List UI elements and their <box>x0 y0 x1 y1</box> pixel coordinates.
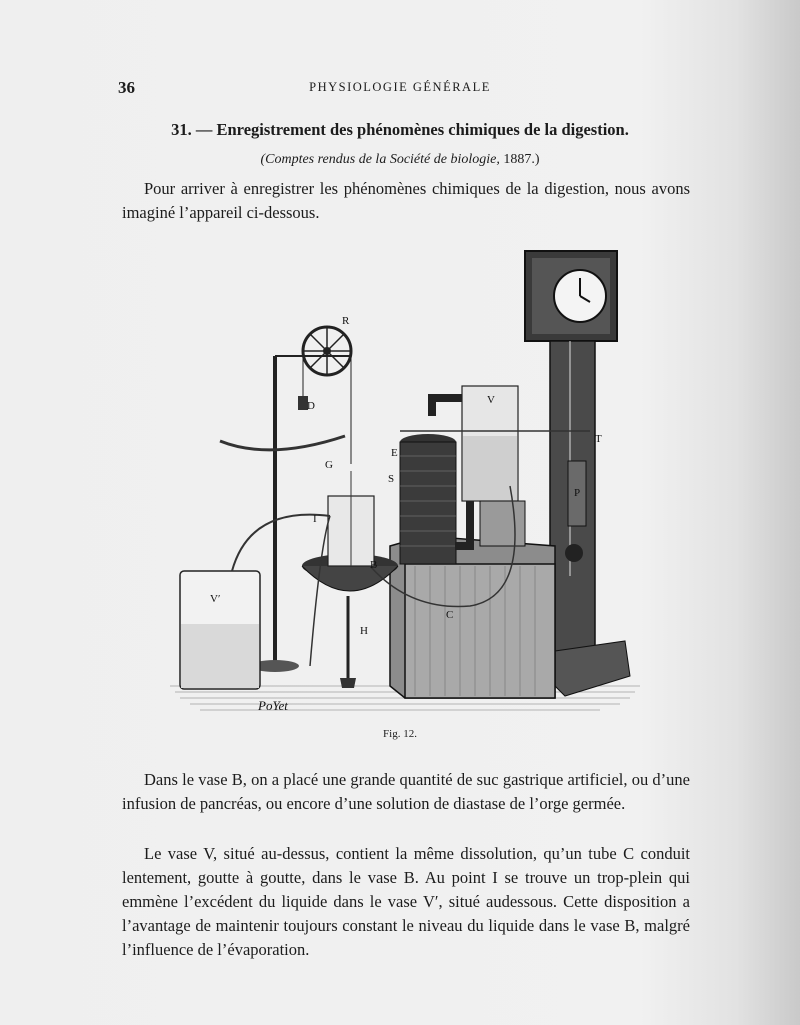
paragraph-vase-v: Le vase V, situé au-dessus, contient la même dissolution, qu’un tube C conduit lentement, goutte à goutte, dans le vase B. Au point I se trouve un trop-plein qui emmène l’excédent du liquide dans le vase V′, situé audessous. Cette disposition a l’avantage de maintenir toujours constant le niveau du liquide dans le vase B, malgré l’influence de l’évaporation. <box>122 844 690 959</box>
label-b: B <box>370 559 378 571</box>
source-citation <box>0 152 800 168</box>
paragraph-intro: Pour arriver à enregistrer les phénomènes chimiques de la digestion, nous avons imaginé l’appareil ci-dessous. <box>122 179 690 222</box>
label-s: S <box>388 473 395 485</box>
label-h: H <box>360 625 368 637</box>
label-v: V <box>487 394 495 406</box>
label-c: C <box>446 609 454 621</box>
label-g: G <box>325 459 333 471</box>
label-r: R <box>342 315 350 327</box>
paragraph-vase-b: Dans le vase B, on a placé une grande quantité de suc gastrique artificiel, ou d’une infusion de pancréas, ou encore d’une solution de diastase de l’orge germée. <box>122 770 690 813</box>
label-v-prime: V′ <box>210 593 221 605</box>
figure-apparatus-illustration <box>170 246 650 718</box>
running-title: PHYSIOLOGIE GÉNÉRALE <box>309 80 491 94</box>
label-t: T <box>595 433 602 445</box>
label-p: P <box>574 487 581 499</box>
figure-caption: Fig. 12. <box>383 728 417 740</box>
label-i: I <box>313 513 317 525</box>
source-citation-journal: (Comptes rendus de la Société de biologie, <box>260 152 500 167</box>
vase-v-prime <box>180 515 330 689</box>
label-e: E <box>391 447 398 459</box>
engraver-signature: PoYet <box>258 698 288 713</box>
section-title: 31. — Enregistrement des phénomènes chimiques de la digestion. <box>171 120 629 139</box>
source-citation-year: 1887.) <box>499 152 540 167</box>
page-number: 36 <box>118 78 135 97</box>
label-d: D <box>307 400 315 412</box>
